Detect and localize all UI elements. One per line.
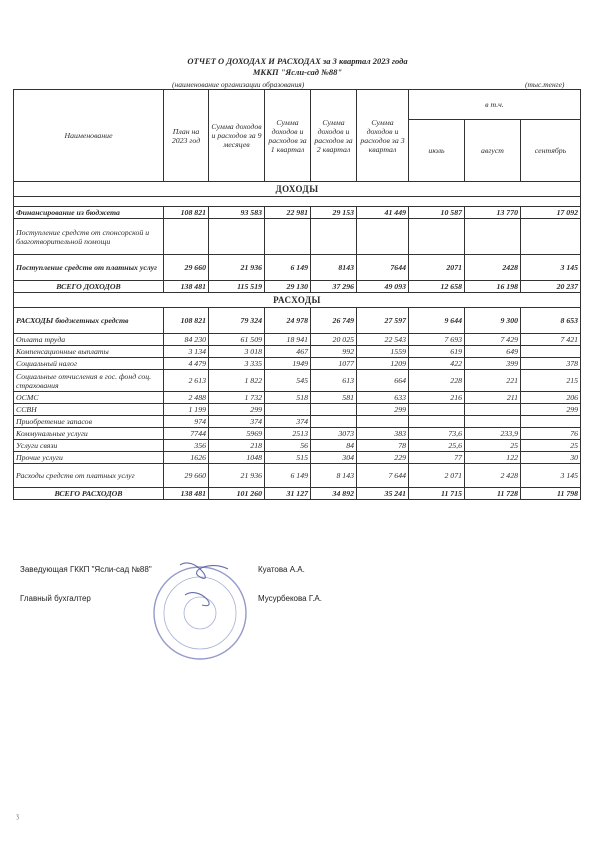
table-row [14, 281, 581, 293]
row-label: ОСМС [14, 392, 164, 404]
cell: 2 428 [465, 464, 521, 488]
cell: 1209 [357, 358, 409, 370]
cell: 29 660 [164, 255, 209, 281]
accountant-name: Мусурбекова Г.А. [258, 594, 322, 603]
cell: 61 509 [209, 334, 265, 346]
cell: 27 597 [357, 308, 409, 334]
cell: 1626 [164, 452, 209, 464]
cell: 383 [357, 428, 409, 440]
cell: 25,6 [409, 440, 465, 452]
cell: 25 [465, 440, 521, 452]
cell: 374 [209, 416, 265, 428]
cell: 992 [311, 346, 357, 358]
cell: 233,9 [465, 428, 521, 440]
cell: 11 715 [409, 488, 465, 500]
corner-mark: ʒ [16, 812, 20, 820]
cell [357, 416, 409, 428]
cell: 3 145 [521, 255, 581, 281]
cell: 619 [409, 346, 465, 358]
cell: 108 821 [164, 308, 209, 334]
cell: 8 143 [311, 464, 357, 488]
cell: 7 644 [357, 464, 409, 488]
cell: 2 071 [409, 464, 465, 488]
cell: 633 [357, 392, 409, 404]
table-row [14, 488, 581, 500]
cell: 215 [521, 370, 581, 392]
table-row [14, 308, 581, 334]
cell: 378 [521, 358, 581, 370]
cell: 37 296 [311, 281, 357, 293]
cell: 3073 [311, 428, 357, 440]
head-name: Куатова А.А. [258, 565, 305, 574]
cell: 5969 [209, 428, 265, 440]
row-label: Приобретение запасов [14, 416, 164, 428]
cell: 101 260 [209, 488, 265, 500]
cell: 84 230 [164, 334, 209, 346]
row-label: Прочие услуги [14, 452, 164, 464]
cell: 77 [409, 452, 465, 464]
cell: 2428 [465, 255, 521, 281]
cell: 26 749 [311, 308, 357, 334]
cell: 7 693 [409, 334, 465, 346]
section-expenses: РАСХОДЫ [14, 293, 581, 308]
cell: 34 892 [311, 488, 357, 500]
cell: 9 644 [409, 308, 465, 334]
cell: 12 658 [409, 281, 465, 293]
cell: 17 092 [521, 207, 581, 219]
cell: 4 479 [164, 358, 209, 370]
table-row [14, 219, 581, 255]
cell: 1 822 [209, 370, 265, 392]
row-label: Расходы средств от платных услуг [14, 464, 164, 488]
col-header-q1: Сумма доходов и расходов за 1 квартал [265, 90, 311, 182]
official-stamp [140, 555, 260, 665]
cell: 545 [265, 370, 311, 392]
table-row [14, 207, 581, 219]
cell: 16 198 [465, 281, 521, 293]
cell: 7744 [164, 428, 209, 440]
cell: 3 134 [164, 346, 209, 358]
cell: 25 [521, 440, 581, 452]
cell: 206 [521, 392, 581, 404]
cell: 299 [209, 404, 265, 416]
table-row [14, 416, 581, 428]
cell: 41 449 [357, 207, 409, 219]
cell: 11 728 [465, 488, 521, 500]
cell: 1077 [311, 358, 357, 370]
row-label: Компенсационные выплаты [14, 346, 164, 358]
table-row [14, 334, 581, 346]
cell: 73,6 [409, 428, 465, 440]
cell [465, 416, 521, 428]
unit-label: (тыс.тенге) [525, 80, 565, 89]
col-header-september: сентябрь [521, 120, 581, 182]
cell: 3 145 [521, 464, 581, 488]
cell: 31 127 [265, 488, 311, 500]
cell: 374 [265, 416, 311, 428]
cell [521, 416, 581, 428]
cell: 138 481 [164, 281, 209, 293]
col-header-9months: Сумма доходов и расходов за 9 месяцев [209, 90, 265, 182]
cell: 30 [521, 452, 581, 464]
table-row [14, 452, 581, 464]
col-header-name: Наименование [14, 90, 164, 182]
row-label: Социальный налог [14, 358, 164, 370]
cell: 299 [521, 404, 581, 416]
cell: 11 798 [521, 488, 581, 500]
col-header-q2: Сумма доходов и расходов за 2 квартал [311, 90, 357, 182]
org-title: МККП "Ясли-сад №88" [252, 67, 343, 77]
cell: 29 153 [311, 207, 357, 219]
cell: 2071 [409, 255, 465, 281]
table-row [14, 428, 581, 440]
cell: 7 421 [521, 334, 581, 346]
table-row [14, 440, 581, 452]
row-label: ВСЕГО ДОХОДОВ [14, 281, 164, 293]
row-label: ВСЕГО РАСХОДОВ [14, 488, 164, 500]
cell [521, 346, 581, 358]
table-row [14, 358, 581, 370]
cell: 3 018 [209, 346, 265, 358]
row-label: Финансирование из бюджета [14, 207, 164, 219]
cell: 1 732 [209, 392, 265, 404]
cell: 467 [265, 346, 311, 358]
cell [465, 404, 521, 416]
row-label: Коммунальные услуги [14, 428, 164, 440]
table-row [14, 464, 581, 488]
cell: 218 [209, 440, 265, 452]
cell: 1949 [265, 358, 311, 370]
cell: 2 488 [164, 392, 209, 404]
cell: 76 [521, 428, 581, 440]
table-row [14, 392, 581, 404]
cell [265, 404, 311, 416]
table-row [14, 255, 581, 281]
cell: 3 335 [209, 358, 265, 370]
table-row [14, 404, 581, 416]
cell: 29 130 [265, 281, 311, 293]
cell: 56 [265, 440, 311, 452]
cell: 22 981 [265, 207, 311, 219]
cell: 356 [164, 440, 209, 452]
cell: 304 [311, 452, 357, 464]
cell: 20 237 [521, 281, 581, 293]
cell: 84 [311, 440, 357, 452]
cell: 2513 [265, 428, 311, 440]
cell: 8 653 [521, 308, 581, 334]
col-header-july: июль [409, 120, 465, 182]
cell: 8143 [311, 255, 357, 281]
row-label: Поступление средств от платных услуг [14, 255, 164, 281]
cell: 49 093 [357, 281, 409, 293]
section-income: ДОХОДЫ [14, 182, 581, 197]
cell: 18 941 [265, 334, 311, 346]
cell: 229 [357, 452, 409, 464]
cell: 216 [409, 392, 465, 404]
accountant-role: Главный бухгалтер [20, 594, 91, 603]
cell: 22 543 [357, 334, 409, 346]
cell: 399 [465, 358, 521, 370]
cell [311, 416, 357, 428]
report-table [13, 89, 581, 500]
cell: 7 429 [465, 334, 521, 346]
cell: 649 [465, 346, 521, 358]
cell: 93 583 [209, 207, 265, 219]
head-role: Заведующая ГККП "Ясли-сад №88" [20, 565, 152, 574]
cell: 211 [465, 392, 521, 404]
org-caption: (наименование организации образования) [172, 80, 305, 89]
col-header-plan: План на 2023 год [164, 90, 209, 182]
cell: 422 [409, 358, 465, 370]
cell: 1 199 [164, 404, 209, 416]
report-title: ОТЧЕТ О ДОХОДАХ И РАСХОДАХ за 3 квартал 2023 года [187, 56, 408, 66]
cell: 21 936 [209, 464, 265, 488]
table-row [14, 370, 581, 392]
cell: 29 660 [164, 464, 209, 488]
cell: 9 300 [465, 308, 521, 334]
cell: 6 149 [265, 464, 311, 488]
cell: 613 [311, 370, 357, 392]
row-label: Оплата труда [14, 334, 164, 346]
col-header-q3: Сумма доходов и расходов за 3 квартал [357, 90, 409, 182]
cell: 664 [357, 370, 409, 392]
row-label: ССВН [14, 404, 164, 416]
row-label: Социальные отчисления в гос. фонд соц. страхования [14, 370, 164, 392]
row-label: Услуги связи [14, 440, 164, 452]
cell: 138 481 [164, 488, 209, 500]
cell: 115 519 [209, 281, 265, 293]
cell: 24 978 [265, 308, 311, 334]
cell [409, 416, 465, 428]
cell: 518 [265, 392, 311, 404]
cell: 221 [465, 370, 521, 392]
cell: 122 [465, 452, 521, 464]
row-label: РАСХОДЫ бюджетных средств [14, 308, 164, 334]
cell: 6 149 [265, 255, 311, 281]
cell: 21 936 [209, 255, 265, 281]
cell: 79 324 [209, 308, 265, 334]
cell: 1048 [209, 452, 265, 464]
cell: 974 [164, 416, 209, 428]
cell: 228 [409, 370, 465, 392]
cell [311, 404, 357, 416]
table-row [14, 346, 581, 358]
col-header-including: в т.ч. [409, 90, 581, 120]
cell: 78 [357, 440, 409, 452]
cell: 35 241 [357, 488, 409, 500]
cell: 299 [357, 404, 409, 416]
cell: 581 [311, 392, 357, 404]
cell: 13 770 [465, 207, 521, 219]
cell: 1559 [357, 346, 409, 358]
cell [409, 404, 465, 416]
cell: 108 821 [164, 207, 209, 219]
cell: 10 587 [409, 207, 465, 219]
row-label: Поступление средств от спонсорской и благотворительной помощи [14, 219, 164, 255]
cell: 515 [265, 452, 311, 464]
col-header-august: август [465, 120, 521, 182]
cell: 2 613 [164, 370, 209, 392]
cell: 20 025 [311, 334, 357, 346]
cell: 7644 [357, 255, 409, 281]
